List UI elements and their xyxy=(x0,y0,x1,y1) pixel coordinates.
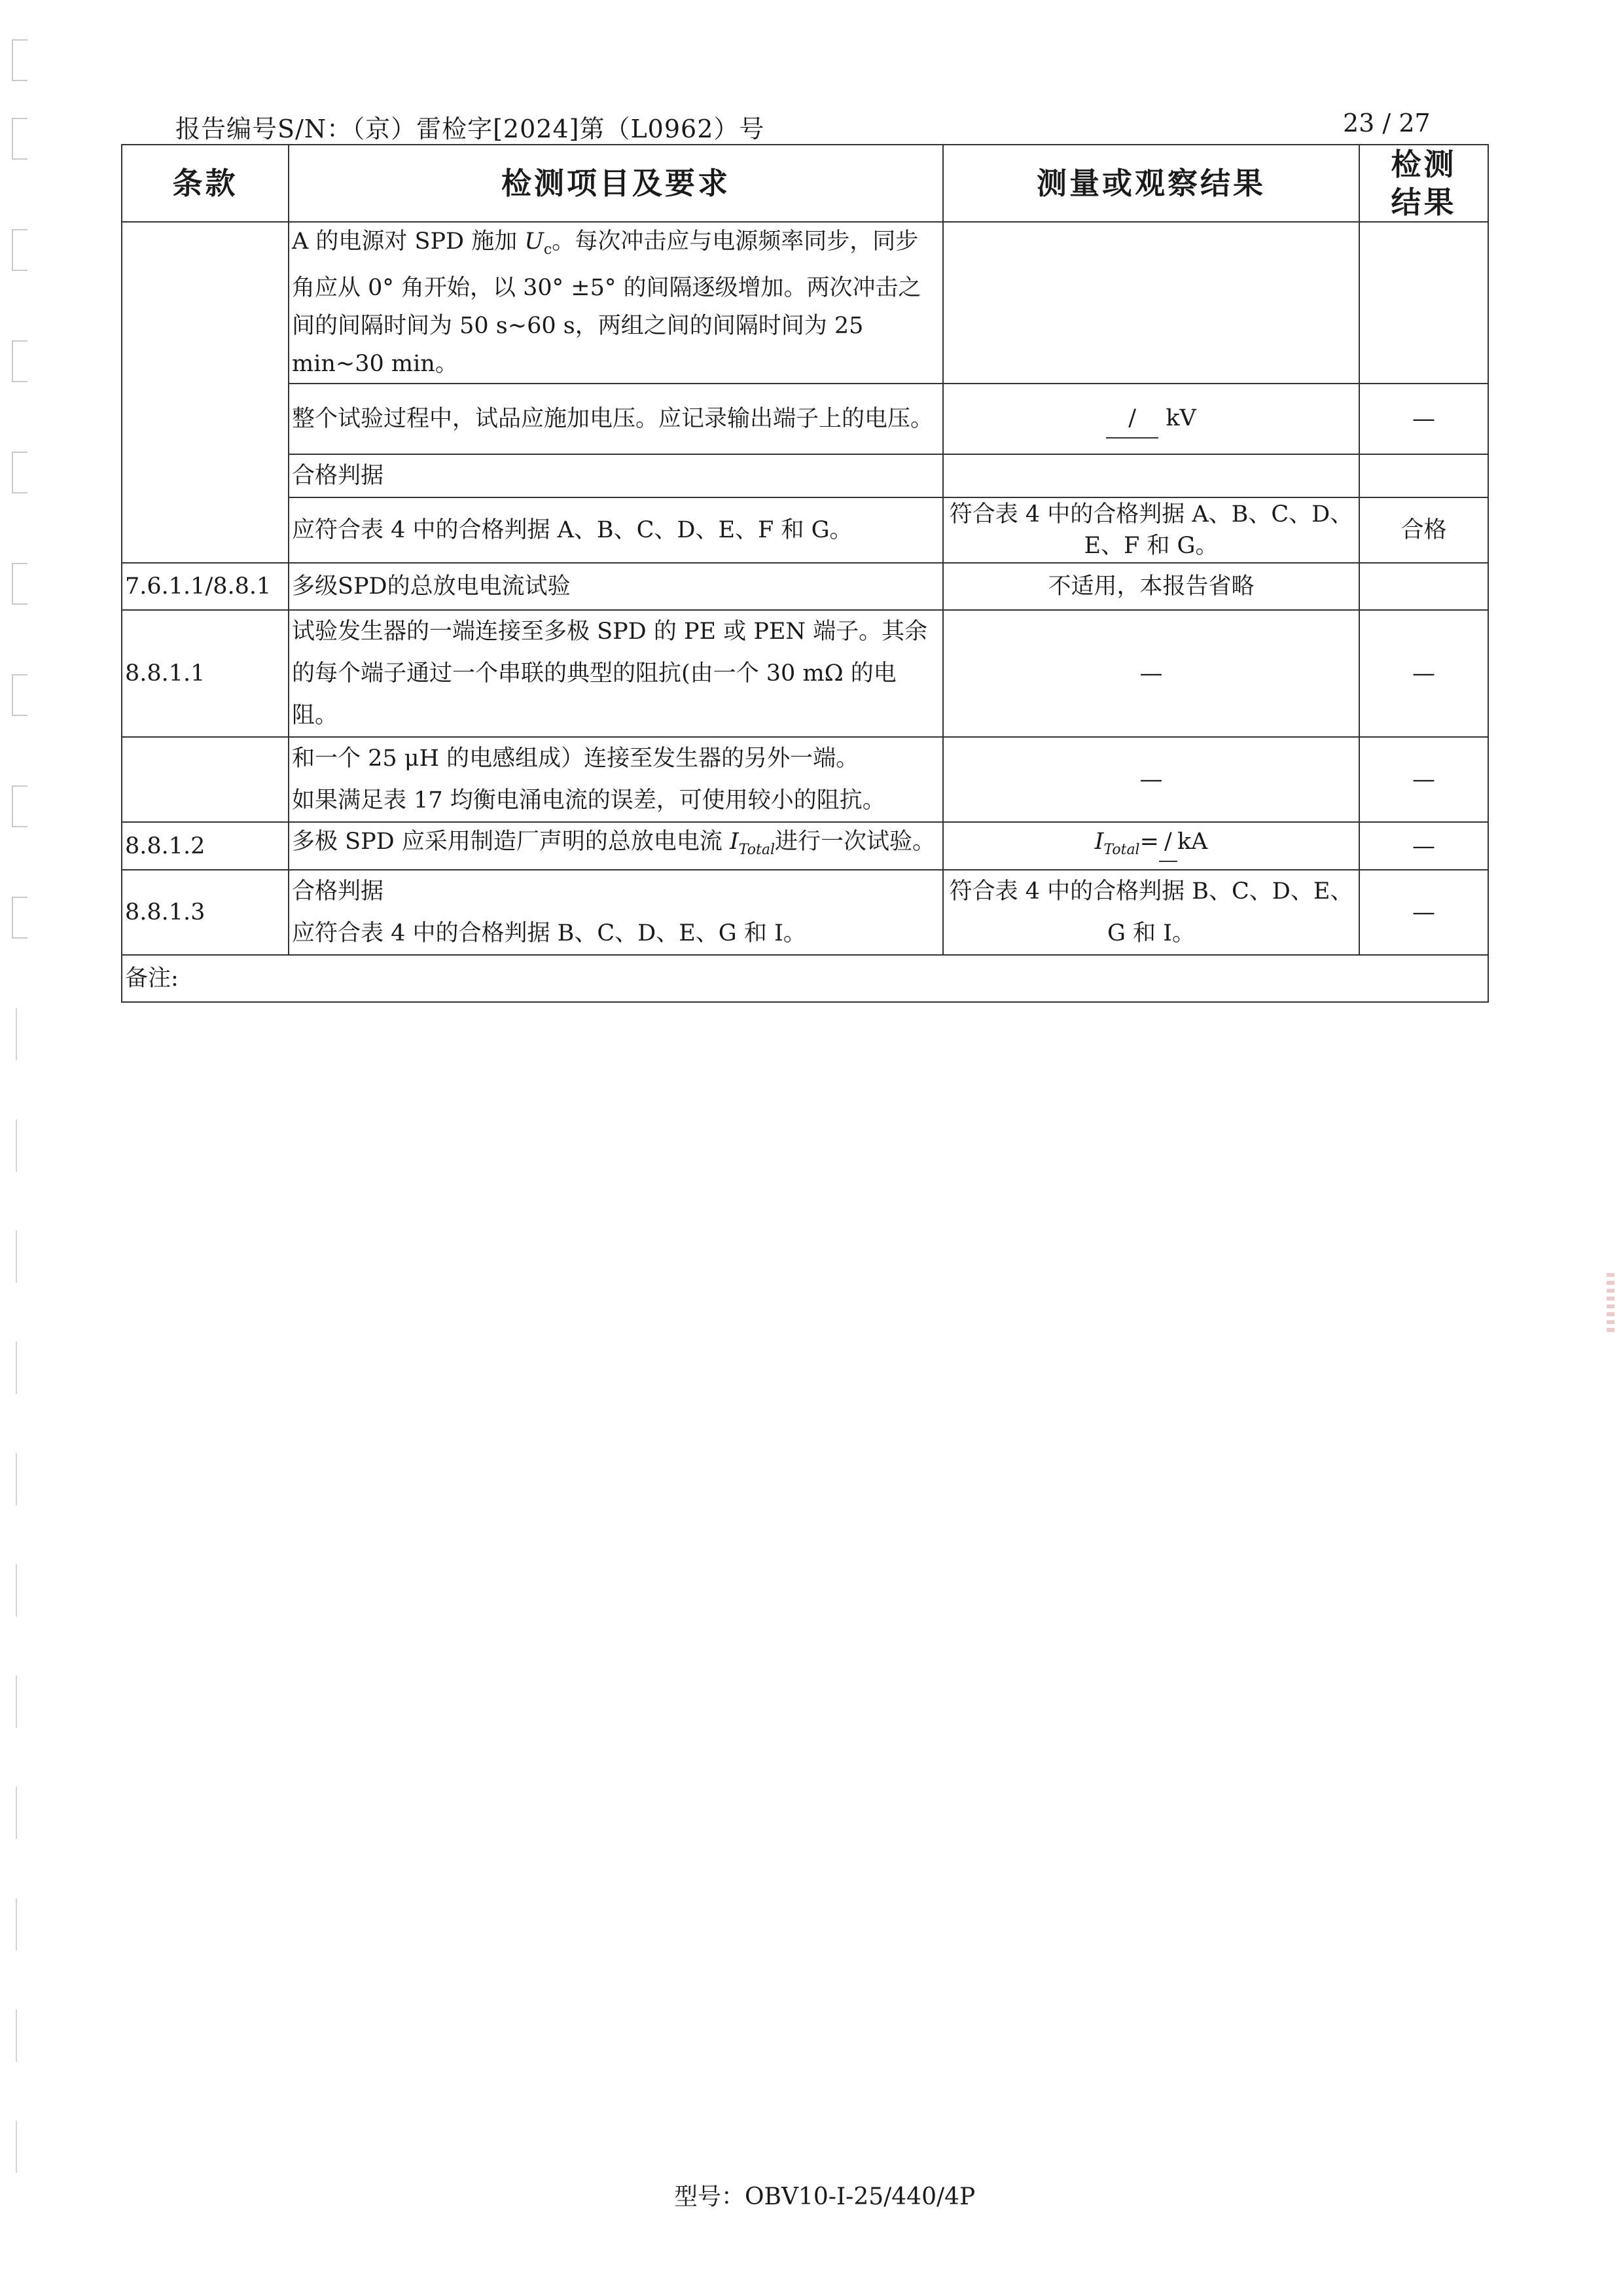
binding-hole xyxy=(12,229,27,271)
result-cell xyxy=(1359,222,1488,384)
clause-cell: 8.8.1.1 xyxy=(122,610,289,737)
table-row xyxy=(122,384,1488,454)
measure-cell xyxy=(943,222,1359,384)
col-header-result-line1: 检测 xyxy=(1391,147,1457,182)
binding-mark xyxy=(16,1676,17,1728)
measure-cell: 不适用，本报告省略 xyxy=(943,563,1359,610)
current-symbol: I xyxy=(1094,829,1104,855)
item-line: 合格判据 xyxy=(292,878,384,905)
measure-unit: kV xyxy=(1158,405,1196,431)
item-line: 和一个 25 μH 的电感组成）连接至发生器的另外一端。 xyxy=(292,745,859,772)
binding-hole xyxy=(12,563,27,605)
binding-margin xyxy=(9,0,35,2296)
item-cell xyxy=(289,822,943,870)
clause-cell xyxy=(122,737,289,822)
measure-cell xyxy=(943,384,1359,454)
table-row xyxy=(122,563,1488,610)
table-row xyxy=(122,454,1488,497)
binding-mark xyxy=(16,1008,17,1060)
remarks-cell: 备注: xyxy=(122,955,1488,1002)
binding-mark xyxy=(16,1119,17,1172)
measure-cell: — xyxy=(943,737,1359,822)
page-number: 23 / 27 xyxy=(1343,109,1431,137)
result-cell: 合格 xyxy=(1359,497,1488,563)
binding-mark xyxy=(16,1787,17,1839)
binding-mark xyxy=(16,2121,17,2173)
table-row xyxy=(122,610,1488,737)
item-text: 进行一次试验。 xyxy=(775,829,936,855)
binding-mark xyxy=(16,1453,17,1505)
item-text: A 的电源对 SPD 施加 xyxy=(292,228,525,255)
item-text: 。每次冲击应与电源频率同步，同步角应从 0° 角开始，以 30° ±5° 的间隔逐级增加。两次冲击之间的间隔时间为 50 s~60 s，两组之间的间隔时间为 25 min~30 min。 xyxy=(292,228,921,377)
binding-hole xyxy=(12,39,27,81)
col-header-result xyxy=(1359,145,1488,222)
binding-mark xyxy=(16,1342,17,1394)
current-subscript: Total xyxy=(738,842,776,858)
table-row xyxy=(122,822,1488,870)
result-cell xyxy=(1359,454,1488,497)
item-line: 应符合表 4 中的合格判据 B、C、D、E、G 和 I。 xyxy=(292,920,806,946)
item-cell: 合格判据 xyxy=(289,454,943,497)
measure-cell: $I_{Total}=$ / kA xyxy=(943,822,1359,870)
binding-hole xyxy=(12,118,27,160)
measure-blank: / xyxy=(1106,399,1158,439)
clause-cell: 8.8.1.2 xyxy=(122,822,289,870)
result-cell: — xyxy=(1359,384,1488,454)
clause-cell: 7.6.1.1/8.8.1 xyxy=(122,563,289,610)
result-cell: — xyxy=(1359,870,1488,955)
model-footer: 型号：OBV10-I-25/440/4P xyxy=(674,2183,976,2210)
measure-cell: 符合表 4 中的合格判据 B、C、D、E、G 和 I。 xyxy=(943,870,1359,955)
table-row xyxy=(122,497,1488,563)
binding-mark xyxy=(16,1898,17,1950)
col-header-measure: 测量或观察结果 xyxy=(943,145,1359,222)
item-cell: 试验发生器的一端连接至多极 SPD 的 PE 或 PEN 端子。其余的每个端子通过一个串联的典型的阻抗(由一个 30 mΩ 的电阻。 xyxy=(289,610,943,737)
table-row xyxy=(122,737,1488,822)
binding-mark xyxy=(16,2009,17,2062)
voltage-symbol: U xyxy=(524,228,544,255)
item-cell: 整个试验过程中，试品应施加电压。应记录输出端子上的电压。 xyxy=(289,384,943,454)
table-row xyxy=(122,870,1488,955)
current-symbol: I xyxy=(729,829,739,855)
item-cell xyxy=(289,870,943,955)
binding-hole xyxy=(12,340,27,382)
binding-hole xyxy=(12,785,27,827)
clause-cell xyxy=(122,222,289,563)
clause-cell: 8.8.1.3 xyxy=(122,870,289,955)
result-cell: — xyxy=(1359,610,1488,737)
measure-unit: kA xyxy=(1177,829,1208,855)
voltage-subscript: c xyxy=(543,242,552,258)
measure-blank: / xyxy=(1159,823,1177,862)
table-row xyxy=(122,222,1488,384)
item-line: 如果满足表 17 均衡电涌电流的误差，可使用较小的阻抗。 xyxy=(292,787,885,814)
result-cell xyxy=(1359,563,1488,610)
result-cell: — xyxy=(1359,737,1488,822)
measure-cell: — xyxy=(943,610,1359,737)
edge-mark xyxy=(1607,1273,1614,1332)
col-header-item: 检测项目及要求 xyxy=(289,145,943,222)
test-report-table xyxy=(121,144,1489,1003)
measure-cell xyxy=(943,454,1359,497)
col-header-result-line2: 结果 xyxy=(1391,185,1457,220)
item-cell xyxy=(289,737,943,822)
item-cell xyxy=(289,222,943,384)
measure-cell: 符合表 4 中的合格判据 A、B、C、D、E、F 和 G。 xyxy=(943,497,1359,563)
table-header-row xyxy=(122,145,1488,222)
col-header-clause: 条款 xyxy=(122,145,289,222)
current-subscript: Total xyxy=(1103,842,1140,858)
remarks-row xyxy=(122,955,1488,1002)
binding-hole xyxy=(12,674,27,716)
binding-mark xyxy=(16,1564,17,1617)
binding-hole xyxy=(12,452,27,493)
item-cell: 应符合表 4 中的合格判据 A、B、C、D、E、F 和 G。 xyxy=(289,497,943,563)
item-text: 多极 SPD 应采用制造厂声明的总放电电流 xyxy=(292,829,730,855)
item-cell: 多级SPD的总放电电流试验 xyxy=(289,563,943,610)
result-cell: — xyxy=(1359,822,1488,870)
report-number: 报告编号S/N：（京）雷检字[2024]第（L0962）号 xyxy=(175,115,765,143)
binding-hole xyxy=(12,897,27,939)
binding-mark xyxy=(16,1230,17,1283)
